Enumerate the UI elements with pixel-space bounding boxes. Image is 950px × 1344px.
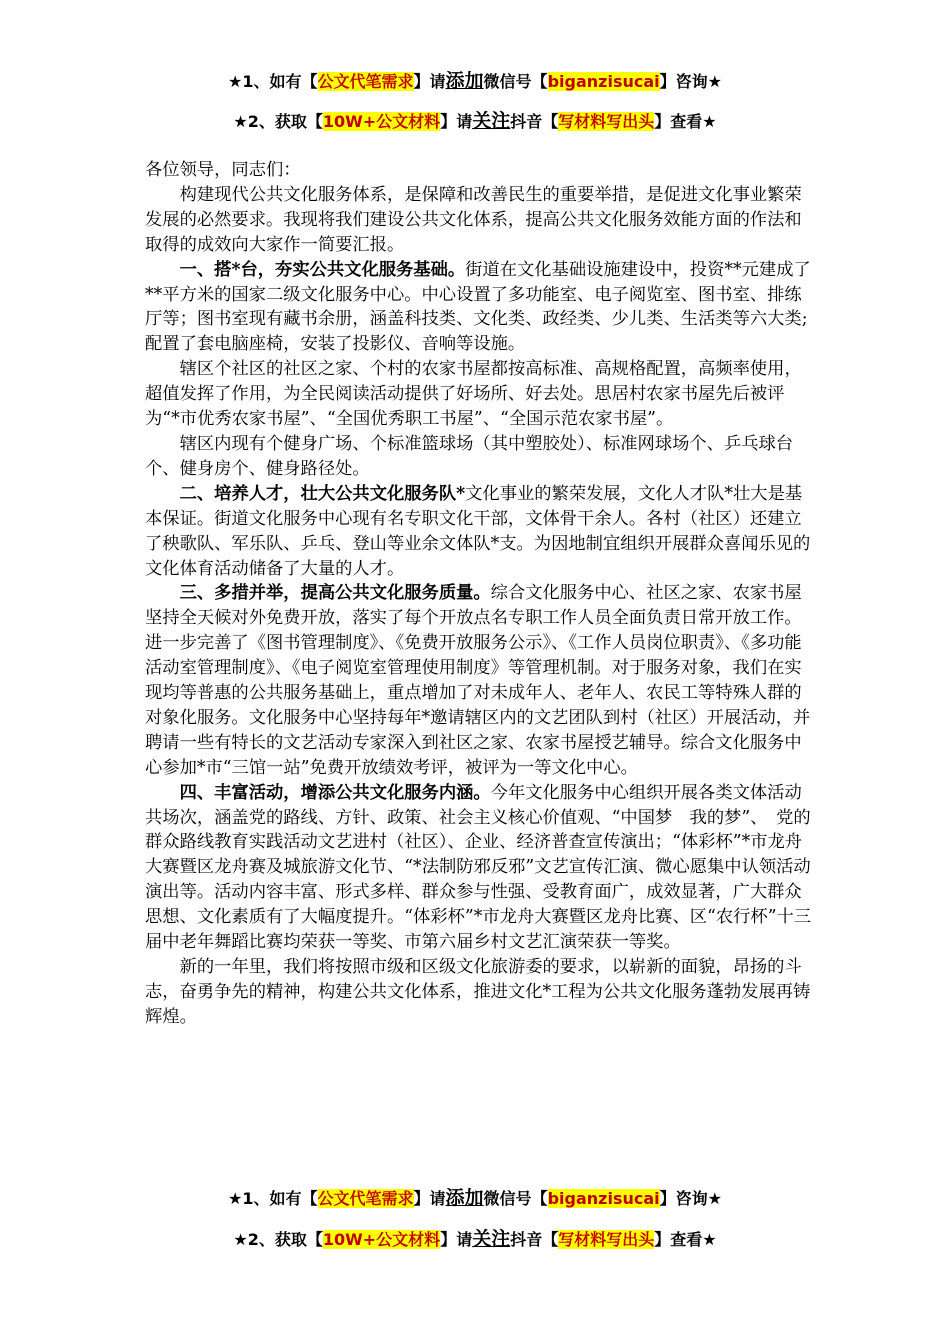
- promo-text: ★1、如有【: [228, 72, 318, 91]
- promo-highlight-materials: 10W+公文材料: [322, 1230, 441, 1249]
- promo-emphasis: 关注: [472, 1228, 511, 1250]
- promo-highlight-materials: 10W+公文材料: [322, 112, 441, 131]
- promo-text: ★2、获取【: [233, 112, 323, 131]
- promo-text: 】咨询★: [659, 1189, 722, 1208]
- document-body: [145, 158, 815, 1030]
- promo-highlight-service: 公文代笔需求: [317, 72, 414, 91]
- sports-paragraph: 辖区内现有个健身广场、个标准篮球场（其中塑胶处）、标准网球场个、乒乓球台个、健身房个、健身路径处。: [145, 433, 794, 479]
- intro-paragraph: 构建现代公共文化服务体系，是保障和改善民生的重要举措，是促进文化事业繁荣发展的必然要求。我现将我们建设公共文化体系，提高公共文化服务效能方面的作法和取得的成效向大家作一简要汇报。: [145, 184, 802, 255]
- promo-text: 微信号【: [483, 1189, 548, 1208]
- promo-text: 微信号【: [483, 72, 548, 91]
- promo-highlight-douyin-id: 写材料写出头: [558, 112, 655, 131]
- promo-text: 】请: [413, 1189, 446, 1208]
- section-1-paragraph: [145, 258, 815, 358]
- promo-text: 】咨询★: [659, 72, 722, 91]
- section-1-body: 街道在文化基础设施建设中，投资**元建成了**平方米的国家二级文化服务中心。中心设置了多功能室、电子阅览室、图书室、排练厅等；图书室现有藏书余册，涵盖科技类、文化类、政经类、少儿类、生活类等六大类;配置了套电脑座椅，安装了投影仪、音响等设施。: [145, 259, 811, 355]
- promo-text: ★1、如有【: [228, 1189, 318, 1208]
- promo-highlight-wechat-id: biganzisucai: [547, 72, 660, 91]
- community-paragraph: 辖区个社区的社区之家、个村的农家书屋都按高标准、高规格配置，高频率使用，超值发挥了作用，为全民阅读活动提供了好场所、好去处。思居村农家书屋先后被评为“*市优秀农家书屋”、“全国优秀职工书屋”、“全国示范农家书屋”。: [145, 359, 802, 430]
- promo-text: 】请: [440, 112, 473, 131]
- promo-text: 抖音【: [510, 1230, 559, 1249]
- section-3-paragraph: [145, 581, 815, 780]
- section-2-body: 文化事业的繁荣发展，文化人才队*壮大是基本保证。街道文化服务中心现有名专职文化干部，文体骨干余人。各村（社区）还建立了秧歌队、军乐队、乒乓、登山等业余文体队*支。为因地制宜组织开展群众喜闻乐见的文化体育活动储备了大量的人才。: [145, 483, 811, 579]
- promo-highlight-wechat-id: biganzisucai: [547, 1189, 660, 1208]
- promo-emphasis: 添加: [445, 70, 484, 92]
- promo-line-2-bottom: [0, 1228, 950, 1251]
- promo-line-1-top: [0, 70, 950, 93]
- promo-text: 】请: [413, 72, 446, 91]
- section-2-heading: 二、培养人才，壮大公共文化服务队*: [179, 483, 466, 504]
- section-3-body: 综合文化服务中心、社区之家、农家书屋坚持全天候对外免费开放，落实了每个开放点名专职工作人员全面负责日常开放工作。进一步完善了《图书管理制度》、《免费开放服务公示》、《工作人员岗位职责》、《多功能活动室管理制度》、《电子阅览室管理使用制度》等管理机制。对于服务对象，我们在实现均等普惠的公共服务基础上，重点增加了对未成年人、老年人、农民工等特殊人群的对象化服务。文化服务中心坚持每年*邀请辖区内的文艺团队到村（社区）开展活动，并聘请一些有特长的文艺活动专家深入到社区之家、农家书屋授艺辅导。综合文化服务中心参加*市“三馆一站”免费开放绩效考评，被评为一等文化中心。: [145, 583, 811, 778]
- greeting: 各位领导，同志们：: [145, 160, 301, 180]
- section-1-heading: 一、搭*台，夯实公共文化服务基础。: [179, 259, 466, 280]
- promo-emphasis: 添加: [445, 1187, 484, 1209]
- promo-text: 】查看★: [654, 1230, 717, 1249]
- section-4-heading: 四、丰富活动，增添公共文化服务内涵。: [179, 782, 491, 803]
- promo-line-2-top: [0, 110, 950, 133]
- promo-text: 抖音【: [510, 112, 559, 131]
- promo-highlight-douyin-id: 写材料写出头: [558, 1230, 655, 1249]
- section-4-body: 今年文化服务中心组织开展各类文体活动共场次，涵盖党的路线、方针、政策、社会主义核心价值观、“中国梦 我的梦”、 党的群众路线教育实践活动文艺进村（社区）、企业、经济普查宣传演出；“体彩杯”*市龙舟大赛暨区龙舟赛及城旅游文化节、“*法制防邪反邪”文艺宣传汇演、微心愿集中认领活动演出等。活动内容丰富、形式多样、群众参与性强、受教育面广，成效显著，广大群众思想、文化素质有了大幅度提升。“体彩杯”*市龙舟大赛暨区龙舟比赛、区“农行杯”十三届中老年舞蹈比赛均荣获一等奖、市第六届乡村文艺汇演荣获一等奖。: [145, 782, 812, 953]
- section-2-paragraph: [145, 482, 815, 582]
- promo-line-1-bottom: [0, 1187, 950, 1210]
- promo-text: ★2、获取【: [233, 1230, 323, 1249]
- section-3-heading: 三、多措并举，提高公共文化服务质量。: [179, 583, 491, 604]
- promo-text: 】查看★: [654, 112, 717, 131]
- closing-paragraph: 新的一年里，我们将按照市级和区级文化旅游委的要求，以崭新的面貌，昂扬的斗志，奋勇争先的精神，构建公共文化体系，推进文化*工程为公共文化服务蓬勃发展再铸辉煌。: [145, 957, 811, 1027]
- promo-text: 】请: [440, 1230, 473, 1249]
- promo-emphasis: 关注: [472, 110, 511, 132]
- promo-highlight-service: 公文代笔需求: [317, 1189, 414, 1208]
- section-4-paragraph: [145, 781, 815, 955]
